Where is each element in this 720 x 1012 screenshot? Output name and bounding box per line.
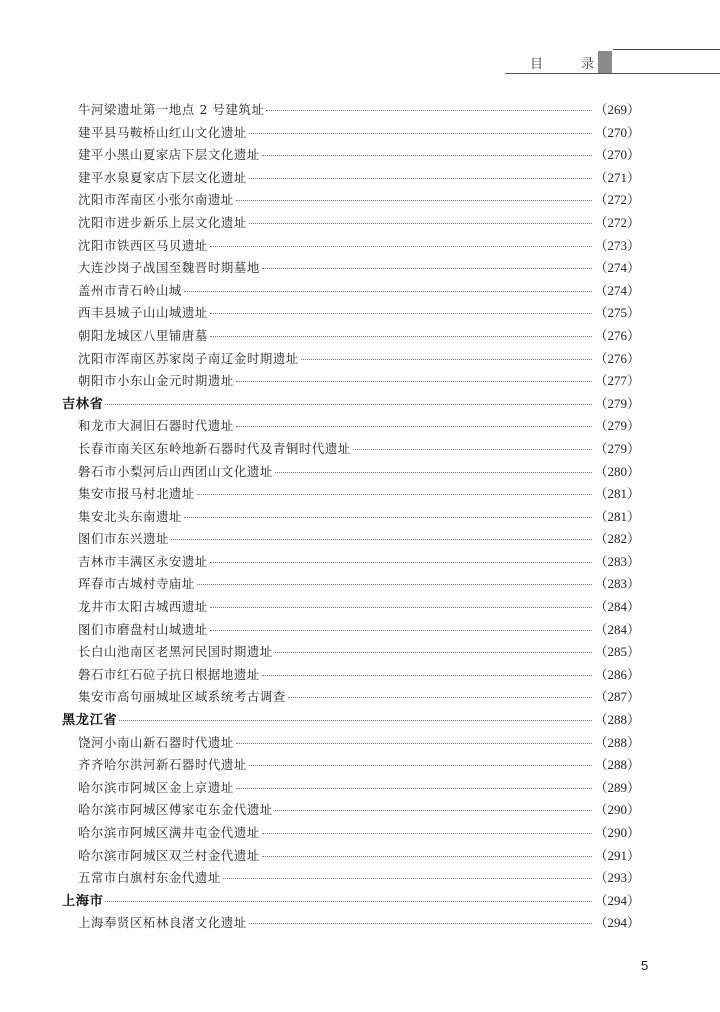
toc-entry[interactable] (62, 777, 640, 800)
dot-leader (171, 539, 593, 540)
toc-page-ref: （288） (594, 757, 640, 773)
toc-page-ref: （281） (594, 486, 640, 502)
toc-entry[interactable] (62, 212, 640, 235)
toc-entry[interactable] (62, 732, 640, 755)
toc-entry[interactable] (62, 799, 640, 822)
toc-page-ref: （288） (594, 712, 640, 728)
dot-leader (210, 562, 593, 563)
toc-entry[interactable] (62, 664, 640, 687)
toc-title: 饶河小南山新石器时代遗址 (78, 734, 234, 750)
toc-page-ref: （280） (594, 463, 640, 479)
toc-section-heading[interactable] (62, 709, 640, 732)
toc-entry[interactable] (62, 280, 640, 303)
dot-leader (236, 200, 593, 201)
toc-entry[interactable] (62, 845, 640, 868)
toc-entry[interactable] (62, 754, 640, 777)
toc-entry[interactable] (62, 415, 640, 438)
toc-title: 龙井市太阳古城西遗址 (78, 599, 208, 615)
toc-entry[interactable] (62, 506, 640, 529)
toc-page-ref: （283） (594, 576, 640, 592)
dot-leader (249, 765, 593, 766)
toc-page-ref: （270） (594, 147, 640, 163)
toc-page-ref: （290） (594, 825, 640, 840)
toc-entry[interactable] (62, 348, 640, 371)
toc-title: 磐石市红石砬子抗日根据地遗址 (78, 666, 260, 682)
toc-page-ref: （279） (594, 418, 640, 434)
toc-title: 西丰县城子山山城遗址 (78, 305, 208, 321)
toc-page-ref: （273） (594, 237, 640, 253)
toc-entry[interactable] (62, 573, 640, 596)
toc-page-ref: （270） (594, 124, 640, 140)
toc-title: 集安北头东南遗址 (78, 508, 182, 524)
toc-page-ref: （294） (594, 892, 640, 908)
toc-entry[interactable] (62, 302, 640, 325)
toc-page-ref: （279） (594, 395, 640, 411)
toc-entry[interactable] (62, 483, 640, 506)
dot-leader (249, 133, 593, 134)
toc-entry[interactable] (62, 235, 640, 258)
toc-entry[interactable] (62, 189, 640, 212)
toc-title: 图们市磨盘村山城遗址 (78, 621, 208, 637)
toc-title: 吉林市丰满区永安遗址 (78, 553, 208, 569)
toc-title: 集安市高句丽城址区域系统考古调查 (78, 689, 286, 705)
toc-title: 集安市报马村北遗址 (78, 486, 195, 502)
toc-page-ref: （271） (594, 169, 640, 185)
toc-entry[interactable] (62, 822, 640, 845)
toc-title: 沈阳市浑南区小张尔南遗址 (78, 192, 234, 208)
toc-entry[interactable] (62, 619, 640, 642)
dot-leader (249, 223, 593, 224)
toc-page-ref: （285） (594, 644, 640, 660)
toc-page-ref: （277） (594, 373, 640, 389)
toc-page-ref: （274） (594, 282, 640, 298)
toc-entry[interactable] (62, 912, 640, 935)
dot-leader (197, 494, 593, 495)
toc-title: 朝阳市小东山金元时期遗址 (78, 373, 234, 389)
toc-page-ref: （274） (594, 260, 640, 276)
header-decoration-block (598, 51, 612, 73)
toc-page-ref: （276） (594, 350, 640, 366)
dot-leader (249, 178, 593, 179)
dot-leader (262, 268, 593, 269)
dot-leader (275, 472, 593, 473)
toc-title: 朝阳龙城区八里铺唐墓 (78, 327, 208, 343)
toc-page-ref: （283） (594, 553, 640, 569)
toc-page-ref: （276） (594, 327, 640, 343)
dot-leader (275, 652, 593, 653)
toc-title: 长白山池南区老黑河民国时期遗址 (78, 644, 273, 660)
toc-page-ref: （282） (594, 531, 640, 547)
header-title-right: 录 (580, 57, 594, 72)
dot-leader (184, 291, 593, 292)
toc-entry[interactable] (62, 528, 640, 551)
toc-page-ref: （281） (594, 508, 640, 524)
toc-entry[interactable] (62, 99, 640, 122)
toc-page-ref: （272） (594, 192, 640, 208)
dot-leader (236, 426, 593, 427)
toc-page-ref: （291） (594, 847, 640, 863)
toc-entry[interactable] (62, 867, 640, 890)
dot-leader (105, 901, 592, 902)
toc-section-heading[interactable] (62, 393, 640, 416)
dot-leader (262, 675, 593, 676)
toc-title: 吉林省 (62, 396, 104, 412)
dot-leader (236, 381, 593, 382)
toc-entry[interactable] (62, 257, 640, 280)
toc-title: 上海奉贤区柘林良渚文化遗址 (78, 915, 247, 931)
header-rule (505, 73, 720, 74)
dot-leader (105, 404, 592, 405)
dot-leader (197, 584, 593, 585)
dot-leader (266, 110, 592, 111)
dot-leader (236, 788, 593, 789)
toc-title: 磐石市小梨河后山西团山文化遗址 (78, 463, 273, 479)
toc-page-ref: （289） (594, 779, 640, 795)
table-of-contents (62, 99, 640, 935)
dot-leader (288, 697, 593, 698)
toc-page-ref: （284） (594, 599, 640, 615)
dot-leader (262, 833, 593, 834)
toc-entry[interactable] (62, 370, 640, 393)
toc-title: 哈尔滨市阿城区金上京遗址 (78, 779, 234, 795)
toc-title: 和龙市大洞旧石器时代遗址 (78, 418, 234, 434)
toc-title: 长春市南关区东岭地新石器时代及青铜时代遗址 (78, 440, 351, 456)
toc-title: 沈阳市浑南区苏家岗子南辽金时期遗址 (78, 350, 299, 366)
dot-leader (119, 720, 592, 721)
toc-entry[interactable] (62, 596, 640, 619)
toc-title: 哈尔滨市阿城区双兰村金代遗址 (78, 847, 260, 863)
toc-title: 牛河梁遗址第一地点 2 号建筑址 (78, 102, 265, 117)
dot-leader (262, 856, 593, 857)
toc-entry[interactable] (62, 144, 640, 167)
toc-page-ref: （284） (594, 621, 640, 637)
toc-page-ref: （288） (594, 734, 640, 750)
toc-page-ref: （269） (594, 102, 640, 117)
toc-entry[interactable] (62, 122, 640, 145)
toc-entry[interactable] (62, 325, 640, 348)
toc-entry[interactable] (62, 167, 640, 190)
toc-entry[interactable] (62, 641, 640, 664)
dot-leader (223, 878, 593, 879)
toc-page-ref: （286） (594, 666, 640, 682)
toc-title: 哈尔滨市阿城区满井屯金代遗址 (78, 825, 260, 840)
dot-leader (184, 517, 593, 518)
toc-title: 五常市白旗村东金代遗址 (78, 870, 221, 886)
toc-page-ref: （294） (594, 915, 640, 931)
running-header (530, 53, 594, 72)
header-top-rule (613, 49, 720, 50)
toc-title: 盖州市青石岭山城 (78, 282, 182, 298)
dot-leader (301, 359, 593, 360)
toc-entry[interactable] (62, 438, 640, 461)
toc-entry[interactable] (62, 686, 640, 709)
dot-leader (210, 313, 593, 314)
toc-page-ref: （293） (594, 870, 640, 886)
toc-title: 沈阳市铁西区马贝遗址 (78, 237, 208, 253)
toc-title: 齐齐哈尔洪河新石器时代遗址 (78, 757, 247, 773)
toc-page-ref: （275） (594, 305, 640, 321)
dot-leader (262, 155, 593, 156)
dot-leader (210, 246, 593, 247)
toc-title: 建平水泉夏家店下层文化遗址 (78, 169, 247, 185)
dot-leader (353, 449, 593, 450)
dot-leader (275, 810, 593, 811)
toc-entry[interactable] (62, 551, 640, 574)
toc-title: 建平小黑山夏家店下层文化遗址 (78, 147, 260, 163)
toc-title: 哈尔滨市阿城区傅家屯东金代遗址 (78, 802, 273, 818)
dot-leader (210, 336, 593, 337)
toc-title: 珲春市古城村寺庙址 (78, 576, 195, 592)
toc-page-ref: （287） (594, 689, 640, 705)
toc-entry[interactable] (62, 461, 640, 484)
toc-page-ref: （290） (594, 802, 640, 818)
toc-title: 沈阳市进步新乐上层文化遗址 (78, 214, 247, 230)
toc-title: 黑龙江省 (62, 713, 118, 729)
page-number: 5 (641, 958, 649, 973)
toc-title: 大连沙岗子战国至魏晋时期墓地 (78, 260, 260, 276)
dot-leader (236, 743, 593, 744)
header-title-left: 目 (530, 57, 544, 72)
dot-leader (210, 630, 593, 631)
dot-leader (210, 607, 593, 608)
toc-page-ref: （272） (594, 214, 640, 230)
toc-page-ref: （279） (594, 440, 640, 456)
toc-section-heading[interactable] (62, 890, 640, 913)
toc-title: 建平县马鞍桥山红山文化遗址 (78, 124, 247, 140)
toc-title: 上海市 (62, 893, 104, 909)
toc-title: 图们市东兴遗址 (78, 531, 169, 547)
dot-leader (249, 923, 593, 924)
